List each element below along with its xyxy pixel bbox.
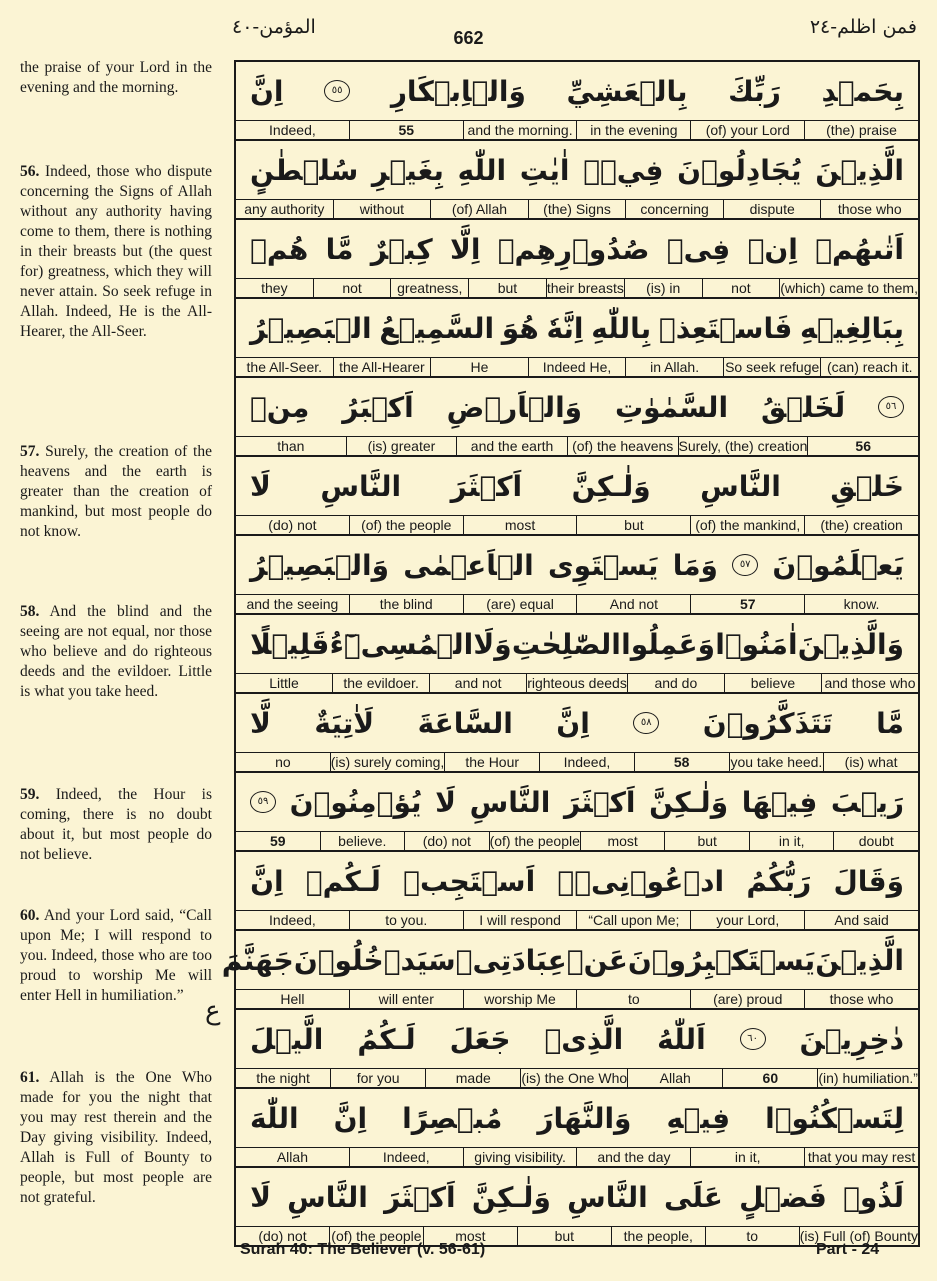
arabic-word: وَلَا (473, 627, 512, 661)
gloss-cell: for you (330, 1069, 425, 1087)
gloss-cell: I will respond (463, 911, 577, 929)
arabic-word: السَّاعَةَ (417, 706, 513, 740)
arabic-word: الۡمُسِىۡٓءُ (329, 627, 474, 661)
arabic-word: عِبَادَتِىۡ (455, 943, 567, 977)
verse-number: 60. (20, 907, 40, 924)
gloss-cell: most (463, 516, 577, 534)
gloss-cell: made (425, 1069, 520, 1087)
ayah-end-marker: ٥٦ (878, 396, 904, 418)
grid-row (236, 773, 918, 852)
gloss-cell: in the evening (576, 121, 690, 139)
arabic-word: خَلۡقِ (830, 469, 904, 503)
arabic-word: كِبۡرٌ (370, 232, 433, 266)
gloss-line (236, 199, 918, 218)
arabic-line (236, 615, 918, 673)
arabic-word: بِالۡعَشِيِّ (566, 74, 688, 108)
arabic-word: اَكۡثَرَ (384, 1180, 456, 1214)
ayah-end-marker: ٦٠ (740, 1028, 766, 1050)
page-header (0, 0, 937, 60)
gloss-cell: 58 (634, 753, 729, 771)
gloss-cell: to you. (349, 911, 463, 929)
gloss-cell: but (664, 832, 749, 850)
gloss-cell: (of) the heavens (567, 437, 678, 455)
gloss-line (236, 752, 918, 771)
arabic-word: رَبِّكَ (728, 74, 781, 108)
gloss-cell: “Call upon Me; (576, 911, 690, 929)
arabic-word: فَضۡلٍ (739, 1180, 827, 1214)
arabic-word: بِحَمۡدِ (821, 74, 904, 108)
verse-text: Indeed, those who dispute concerning the Signs of Allah without any authority having come to them, there is nothing in their breasts but (the quest for) greatness, which they will never attain. So seek refuge in Allah. Indeed, He is the All-Hearer, the All-Seer. (20, 163, 213, 340)
arabic-word: اَتٰٮهُمۡ (815, 232, 904, 266)
arabic-word: اللّٰهَ (250, 1101, 299, 1135)
arabic-line (236, 299, 918, 357)
gloss-cell: doubt (833, 832, 918, 850)
ayah-end-marker: ٥٧ (732, 554, 758, 576)
gloss-cell: they (261, 280, 288, 296)
arabic-word: اَكۡثَرَ (450, 469, 523, 503)
arabic-word: الۡبَصِيۡرُ (250, 311, 372, 345)
gloss-cell: the All-Hearer (333, 358, 431, 376)
arabic-word: هُوَ (501, 311, 539, 345)
arabic-line (236, 62, 918, 120)
arabic-word: اٰيٰتِ (519, 153, 570, 187)
arabic-word: دٰخِرِيۡنَ (799, 1022, 904, 1056)
arabic-word: عَلَى (664, 1180, 723, 1214)
arabic-word: وَعَمِلُوا (621, 627, 715, 661)
arabic-line (236, 1010, 918, 1068)
arabic-word: اَكۡبَرُ (342, 390, 414, 424)
verse-translation (20, 162, 212, 342)
juz-name-header: فمن اظلم-٢٤ (809, 16, 917, 38)
arabic-word: يَعۡلَمُوۡنَ (772, 548, 904, 582)
surah-name-header: المؤمن-٤٠ (232, 16, 316, 38)
gloss-cell: will enter (349, 990, 463, 1008)
arabic-word: رَيۡبَ (830, 785, 904, 819)
arabic-word: الصّٰلِحٰتِ (511, 627, 621, 661)
gloss-cell: (is) what (823, 753, 918, 771)
gloss-cell: Indeed, (269, 912, 316, 928)
arabic-word: جَهَنَّمَ (221, 943, 294, 977)
gloss-cell: (which) came to them, (780, 280, 918, 296)
gloss-cell: (in) humiliation.” (818, 1070, 918, 1086)
gloss-cell: (of) Allah (430, 200, 528, 218)
gloss-cell: your Lord, (690, 911, 804, 929)
arabic-word: قَلِيۡلًا (250, 627, 330, 661)
verse-number: 59. (20, 786, 40, 803)
gloss-cell: Allah (627, 1069, 722, 1087)
arabic-word: وَلٰـكِنَّ (571, 469, 651, 503)
verse-number: 56. (20, 163, 40, 180)
verse-text: And the blind and the seeing are not equal, nor those who believe and do righteous deeds and the evildoer. Little is what you take heed. (20, 603, 212, 700)
arabic-word: اِلَّا (449, 232, 481, 266)
grid-row (236, 62, 918, 141)
gloss-cell: (are) proud (690, 990, 804, 1008)
gloss-cell: righteous deeds (527, 675, 627, 691)
arabic-word: النَّاسِ (700, 469, 781, 503)
gloss-cell: those who (820, 200, 918, 218)
arabic-word: مِنۡ (250, 390, 310, 424)
gloss-cell: concerning (625, 200, 723, 218)
arabic-word: وَمَا (672, 548, 718, 582)
arabic-word: يَسۡتَكۡبِرُوۡنَ (627, 943, 816, 977)
gloss-cell: greatness, (390, 279, 468, 297)
gloss-cell: Allah (276, 1149, 308, 1165)
ayah-end-marker: ٥٥ (324, 80, 350, 102)
arabic-word: اَسۡتَجِبۡ (403, 864, 536, 898)
gloss-cell: in it, (690, 1148, 804, 1166)
grid-row (236, 694, 918, 773)
gloss-cell: in it, (749, 832, 834, 850)
ayah-end-marker: ٥٨ (633, 712, 659, 734)
gloss-cell: but (468, 279, 546, 297)
gloss-cell: (of) the people (329, 1227, 423, 1245)
arabic-word: لَذُوۡ (843, 1180, 904, 1214)
gloss-cell: 59 (269, 833, 286, 849)
arabic-line (236, 457, 918, 515)
gloss-cell: Surely, (the) creation (678, 438, 808, 454)
verse-translation (20, 906, 212, 1006)
verse-text: Allah is the One Who made for you the night that you may rest therein and the Day giving visibility. Indeed, Allah is Full of Bounty to people, but most people are not grateful. (20, 1069, 212, 1206)
gloss-cell: giving visibility. (463, 1148, 577, 1166)
arabic-line (236, 1089, 918, 1147)
gloss-cell: to (705, 1227, 799, 1245)
arabic-word: الَّذِيۡنَ (815, 943, 904, 977)
verse-translation (20, 1068, 212, 1208)
grid-row (236, 536, 918, 615)
arabic-word: لَـكُمُ (357, 1022, 416, 1056)
gloss-cell: 60 (722, 1069, 817, 1087)
gloss-cell: (do) not (268, 517, 317, 533)
arabic-word: هُمۡ (250, 232, 309, 266)
verse-number: 61. (20, 1069, 40, 1086)
gloss-line (236, 910, 918, 929)
arabic-word: الَّذِيۡنَ (815, 153, 904, 187)
arabic-word: النَّاسِ (469, 785, 551, 819)
gloss-line (236, 436, 918, 455)
arabic-word: الَّيۡلَ (250, 1022, 324, 1056)
verse-number: 57. (20, 443, 40, 460)
gloss-cell: without (333, 200, 431, 218)
grid-row (236, 1089, 918, 1168)
gloss-cell: 57 (690, 595, 804, 613)
gloss-cell: those who (804, 990, 918, 1008)
gloss-cell: you take heed. (730, 754, 823, 770)
arabic-word: يُؤۡمِنُوۡنَ (289, 785, 422, 819)
gloss-cell: but (517, 1227, 611, 1245)
arabic-word: اللّٰهِ (457, 153, 507, 187)
gloss-cell: and the earth (456, 437, 567, 455)
gloss-cell: to (576, 990, 690, 1008)
gloss-cell: (the) praise (804, 121, 918, 139)
arabic-word: مُبۡصِرًا (402, 1101, 503, 1135)
gloss-cell: and do (627, 674, 724, 692)
gloss-cell: So seek refuge (723, 358, 821, 376)
gloss-cell: 56 (807, 437, 918, 455)
verse-text: Surely, the creation of the heavens and the earth is greater than the creation of mankind, but most people do not know. (20, 443, 212, 540)
gloss-cell: (are) equal (463, 595, 577, 613)
arabic-word: بِاللّٰهِ (591, 311, 652, 345)
gloss-cell: (is) in (624, 279, 702, 297)
verse-translation (20, 442, 212, 542)
arabic-word: النَّاسِ (567, 1180, 648, 1214)
arabic-word: اٰمَنُوۡا (715, 627, 798, 661)
gloss-line (236, 989, 918, 1008)
gloss-cell: and those who (821, 674, 918, 692)
gloss-cell: (is) Full (of) Bounty (799, 1228, 918, 1244)
gloss-cell: dispute (723, 200, 821, 218)
gloss-cell: Little (269, 675, 299, 691)
grid-row (236, 220, 918, 299)
arabic-word: لَا (250, 469, 271, 503)
gloss-cell: no (275, 754, 291, 770)
gloss-line (236, 673, 918, 692)
arabic-word: سَيَدۡخُلُوۡنَ (293, 943, 456, 977)
gloss-cell: the people, (611, 1227, 705, 1245)
gloss-cell: Indeed, (349, 1148, 463, 1166)
arabic-line (236, 141, 918, 199)
arabic-word: يَسۡتَوِى (547, 548, 659, 582)
gloss-cell: (is) the One Who (521, 1070, 628, 1086)
arabic-word: عَنۡ (566, 943, 628, 977)
gloss-cell: 55 (349, 121, 463, 139)
gloss-cell: Indeed, (269, 122, 316, 138)
arabic-word: بِبَالِغِيۡهِ (800, 311, 904, 345)
gloss-cell: (is) surely coming, (330, 754, 445, 770)
arabic-word: فِيۡۤ (583, 153, 664, 187)
arabic-word: وَالنَّهَارَ (537, 1101, 632, 1135)
arabic-word: ادۡعُوۡنِىۡۤ (557, 864, 725, 898)
gloss-cell: worship Me (463, 990, 577, 1008)
grid-row (236, 852, 918, 931)
arabic-word: اِنۡ (747, 232, 798, 266)
gloss-cell: not (702, 279, 780, 297)
grid-row (236, 457, 918, 536)
gloss-line (236, 1068, 918, 1087)
arabic-word: الَّذِىۡ (544, 1022, 624, 1056)
arabic-word: السَّمٰوٰتِ (614, 390, 729, 424)
gloss-cell: and the seeing (246, 596, 339, 612)
arabic-line (236, 694, 918, 752)
gloss-cell: in Allah. (625, 358, 723, 376)
gloss-cell: know. (804, 595, 918, 613)
arabic-word: بِغَيۡرِ (371, 153, 444, 187)
arabic-word: اَللّٰهُ (657, 1022, 706, 1056)
grid-row (236, 378, 918, 457)
grid-row (236, 615, 918, 694)
verse-translation (20, 785, 212, 865)
gloss-cell: the evildoer. (332, 674, 429, 692)
gloss-cell: and not (429, 674, 526, 692)
arabic-line (236, 773, 918, 831)
arabic-word: السَّمِيۡعُ (379, 311, 495, 345)
arabic-word: جَعَلَ (449, 1022, 511, 1056)
arabic-word: لَـكُمۡ (305, 864, 381, 898)
gloss-cell: any authority (244, 201, 325, 217)
gloss-cell: the All-Seer. (246, 359, 323, 375)
arabic-word: اِنَّ (250, 864, 284, 898)
arabic-line (236, 378, 918, 436)
verse-text: And your Lord said, “Call upon Me; I will respond to you. Indeed, those who are too proud to worship Me will enter Hell in humiliation.” (20, 907, 212, 1004)
verse-translation (20, 602, 212, 702)
verse-text: the praise of your Lord in the evening and the morning. (20, 59, 212, 96)
gloss-line (236, 515, 918, 534)
gloss-line (236, 278, 918, 297)
arabic-word: اِنَّ (556, 706, 590, 740)
arabic-word: يُجَادِلُوۡنَ (677, 153, 802, 187)
arabic-word: لَخَلۡقُ (760, 390, 846, 424)
gloss-cell: And said (804, 911, 918, 929)
gloss-cell: not (313, 279, 391, 297)
gloss-line (236, 120, 918, 139)
arabic-word: الۡاَعۡمٰى (403, 548, 534, 582)
footer-surah-info: Surah 40: The Believer (v. 56-61) (240, 1241, 486, 1258)
arabic-word: لَاٰتِيَةٌ (314, 706, 375, 740)
arabic-word: وَالۡبَصِيۡرُ (250, 548, 390, 582)
gloss-cell: (the) Signs (528, 200, 626, 218)
arabic-word: وَالَّذِيۡنَ (797, 627, 904, 661)
arabic-word: فِيۡهِ (666, 1101, 731, 1135)
arabic-word: رَبُّكُمُ (746, 864, 812, 898)
arabic-word: وَالۡاِبۡكَارِ (390, 74, 526, 108)
gloss-cell: that you may rest (804, 1148, 918, 1166)
gloss-cell: Indeed, (539, 753, 634, 771)
gloss-cell: the Hour (444, 753, 539, 771)
arabic-word: النَّاسِ (287, 1180, 368, 1214)
gloss-cell: and the morning. (463, 121, 577, 139)
arabic-word: وَلٰـكِنَّ (649, 785, 729, 819)
arabic-line (236, 536, 918, 594)
gloss-cell: Hell (280, 991, 305, 1007)
arabic-word: صُدُوۡرِهِمۡ (497, 232, 650, 266)
arabic-word: وَقَالَ (833, 864, 904, 898)
arabic-line (236, 852, 918, 910)
gloss-cell: (can) reach it. (820, 358, 918, 376)
gloss-cell: He (430, 358, 528, 376)
gloss-line (236, 1147, 918, 1166)
gloss-cell: the night (256, 1070, 310, 1086)
arabic-word: تَتَذَكَّرُوۡنَ (702, 706, 833, 740)
arabic-word: وَلٰـكِنَّ (471, 1180, 551, 1214)
gloss-cell: (of) the people (349, 516, 463, 534)
arabic-word: اِنَّهٗ (546, 311, 584, 345)
arabic-line (221, 931, 918, 989)
gloss-line (236, 357, 918, 376)
gloss-cell: the blind (349, 595, 463, 613)
grid-row (236, 141, 918, 220)
arabic-word: مَّا (876, 706, 904, 740)
gloss-cell: believe (724, 674, 821, 692)
arabic-line (236, 220, 918, 278)
arabic-word: سُلۡطٰنٍ (250, 153, 359, 187)
arabic-word: مَّا (325, 232, 354, 266)
gloss-cell: than (277, 438, 305, 454)
gloss-cell: their breasts (546, 280, 624, 296)
page-number: 662 (453, 28, 484, 48)
arabic-word: لَا (250, 1180, 271, 1214)
arabic-word: اَكۡثَرَ (563, 785, 636, 819)
gloss-cell: (of) your Lord (690, 121, 804, 139)
gloss-cell: And not (576, 595, 690, 613)
gloss-cell: believe. (320, 832, 405, 850)
ayah-end-marker: ٥٩ (250, 791, 276, 813)
grid-row (221, 931, 918, 1010)
gloss-line (236, 594, 918, 613)
arabic-word: اِنَّ (250, 74, 284, 108)
arabic-word: النَّاسِ (320, 469, 402, 503)
arabic-line (236, 1168, 918, 1226)
word-by-word-grid (221, 60, 920, 1247)
verse-number: 58. (20, 603, 40, 620)
grid-row (236, 299, 918, 378)
section-marker: ع (205, 996, 221, 1026)
gloss-cell: most (423, 1227, 517, 1245)
arabic-word: لِتَسۡكُنُوۡا (765, 1101, 904, 1135)
gloss-cell: (do) not (404, 832, 489, 850)
grid-row (236, 1010, 918, 1089)
arabic-word: لَا (435, 785, 457, 819)
arabic-word: لَّا (250, 706, 271, 740)
gloss-line (236, 831, 918, 850)
gloss-cell: (of) the people (489, 833, 580, 849)
footer-part: Part - 24 (816, 1241, 880, 1258)
gloss-cell: (is) greater (346, 437, 457, 455)
gloss-cell: (do) not (258, 1228, 307, 1244)
verse-translation (20, 58, 212, 98)
arabic-word: اِنَّ (333, 1101, 368, 1135)
gloss-cell: (the) creation (804, 516, 918, 534)
arabic-word: وَالۡاَرۡضِ (446, 390, 583, 424)
gloss-cell: most (580, 832, 665, 850)
verse-text: Indeed, the Hour is coming, there is no doubt about it, but most people do not believe. (20, 786, 212, 863)
arabic-word: فِيۡهَا (741, 785, 818, 819)
gloss-cell: (of) the mankind, (690, 516, 804, 534)
gloss-cell: and the day (576, 1148, 690, 1166)
gloss-cell: Indeed He, (528, 358, 626, 376)
arabic-word: فَاسۡتَعِذۡ (658, 311, 793, 345)
grid-row (236, 1168, 918, 1245)
arabic-word: فِىۡ (666, 232, 731, 266)
gloss-cell: but (576, 516, 690, 534)
